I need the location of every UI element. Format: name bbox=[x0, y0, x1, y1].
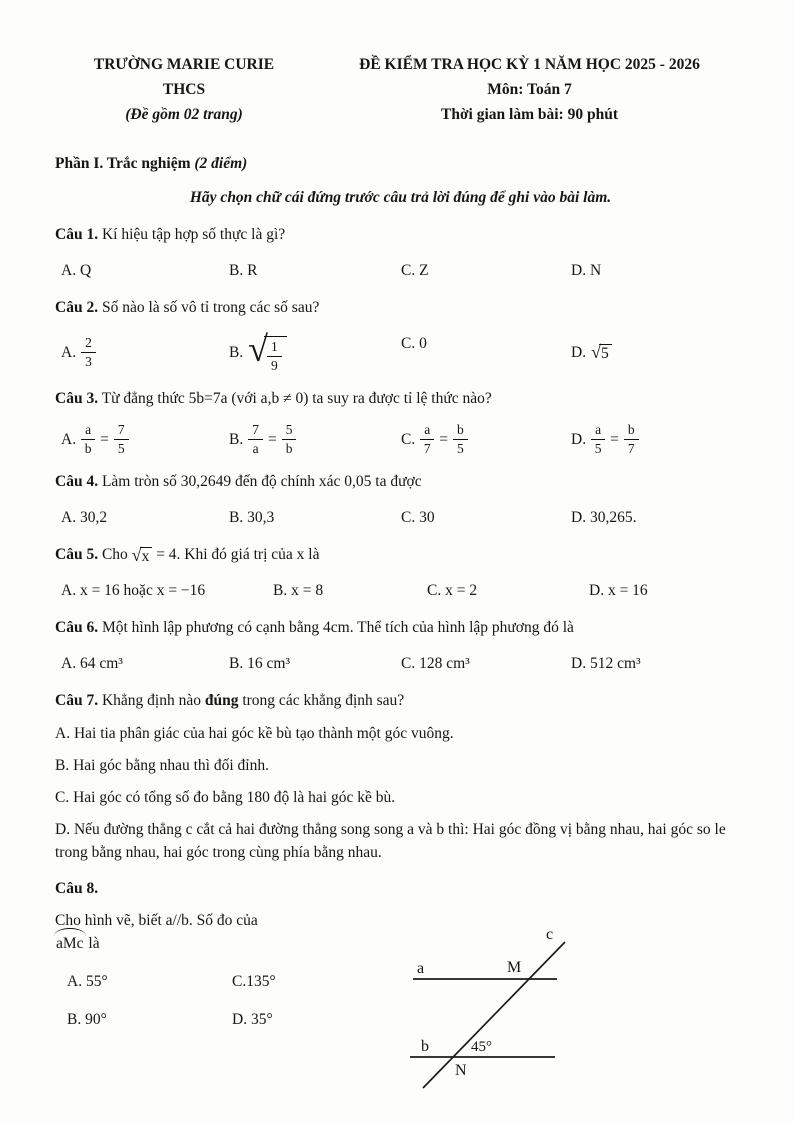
q1-option-d: D. N bbox=[571, 262, 602, 279]
question-6-prompt: Một hình lập phương có cạnh bằng 4cm. Thể tích của hình lập phương đó là bbox=[101, 619, 574, 637]
q6-option-d: D. 512 cm³ bbox=[571, 655, 641, 673]
label-a: a bbox=[417, 960, 425, 978]
question-1-prompt: Kí hiệu tập hợp số thực là gì? bbox=[101, 226, 286, 243]
part1-points: (2 điểm) bbox=[194, 155, 248, 172]
q5-option-a: A. x = 16 hoặc x = −16 bbox=[61, 582, 206, 600]
q2-option-d-letter: D. bbox=[571, 344, 587, 362]
radical-sign: √ bbox=[248, 329, 268, 369]
question-4-options bbox=[55, 506, 746, 530]
transversal-c bbox=[423, 942, 565, 1088]
q8-option-c: C.135° bbox=[232, 973, 276, 991]
question-6-options bbox=[55, 652, 746, 676]
part1-title: Phần I. Trắc nghiệm bbox=[55, 155, 191, 172]
radical-sign: √ bbox=[591, 342, 601, 363]
q8-option-b: B. 90° bbox=[67, 1011, 107, 1029]
question-6-label: Câu 6. bbox=[55, 619, 99, 637]
q1-option-c: C. Z bbox=[401, 262, 429, 279]
question-7 bbox=[55, 689, 746, 864]
question-2-label: Câu 2. bbox=[55, 299, 99, 316]
equals-sign: = bbox=[267, 431, 277, 449]
question-8-prompt-suffix: là bbox=[88, 935, 100, 953]
q2-option-d bbox=[571, 332, 746, 374]
exam-title-block bbox=[313, 52, 746, 127]
question-7-prompt-prefix: Khẳng định nào bbox=[101, 692, 201, 710]
q3-option-c-letter: C. bbox=[401, 431, 416, 449]
school-block bbox=[55, 52, 313, 127]
question-8 bbox=[55, 877, 746, 1101]
question-1-label: Câu 1. bbox=[55, 226, 99, 243]
question-7-label: Câu 7. bbox=[55, 692, 99, 710]
q2-option-a bbox=[61, 332, 229, 374]
square-root: √ x bbox=[132, 546, 153, 566]
q6-option-b: B. 16 cm³ bbox=[229, 655, 291, 673]
q3-option-d-letter: D. bbox=[571, 431, 587, 449]
equals-sign: = bbox=[610, 431, 619, 449]
equals-sign: = bbox=[439, 431, 448, 449]
q2-option-a-letter: A. bbox=[61, 344, 77, 362]
question-3-label: Câu 3. bbox=[55, 390, 99, 408]
q2-option-b-letter: B. bbox=[229, 344, 244, 362]
fraction: $\frac{a}{7}$ bbox=[420, 422, 434, 456]
geometry-figure bbox=[405, 911, 610, 1106]
question-8-options bbox=[55, 970, 397, 1032]
exam-title: ĐỀ KIỂM TRA HỌC KỲ 1 NĂM HỌC 2025 - 2026 bbox=[359, 56, 700, 73]
question-1 bbox=[55, 223, 746, 283]
school-division: THCS bbox=[162, 81, 206, 98]
q5-option-b: B. x = 8 bbox=[273, 582, 324, 600]
question-5-prompt-suffix: = 4. Khi đó giá trị của x là bbox=[156, 546, 320, 564]
q3-option-b bbox=[229, 423, 401, 457]
question-5 bbox=[55, 543, 746, 603]
equals-sign: = bbox=[100, 431, 109, 449]
q2-option-b bbox=[229, 329, 401, 374]
school-name: TRƯỜNG MARIE CURIE bbox=[93, 56, 275, 73]
q7-statement-c: C. Hai góc có tổng số đo bằng 180 độ là hai góc kề bù. bbox=[55, 789, 396, 807]
q5-option-c: C. x = 2 bbox=[427, 582, 478, 600]
q1-option-a: A. Q bbox=[61, 262, 92, 279]
q4-option-c: C. 30 bbox=[401, 509, 435, 527]
exam-header bbox=[55, 52, 746, 127]
fraction: $\frac{7}{a}$ bbox=[248, 422, 263, 456]
q7-statement-a: A. Hai tia phân giác của hai góc kề bù tạo thành một góc vuông. bbox=[55, 725, 454, 743]
q5-option-d: D. x = 16 bbox=[589, 582, 648, 600]
q6-option-a: A. 64 cm³ bbox=[61, 655, 123, 673]
label-M: M bbox=[507, 959, 522, 977]
q8-option-a: A. 55° bbox=[67, 973, 108, 991]
q3-option-d bbox=[571, 423, 746, 457]
angle-arc-notation: aMc bbox=[55, 932, 85, 955]
part1-instruction: Hãy chọn chữ cái đứng trước câu trả lời đúng để ghi vào bài làm. bbox=[189, 189, 612, 206]
question-7-prompt-bold: đúng bbox=[204, 692, 239, 710]
q2-option-c: C. 0 bbox=[401, 335, 427, 352]
exam-subject: Môn: Toán 7 bbox=[487, 81, 572, 98]
q4-option-b: B. 30,3 bbox=[229, 509, 275, 527]
fraction: $\frac{b}{7}$ bbox=[624, 422, 639, 456]
q7-statement-d: D. Nếu đường thẳng c cắt cả hai đường thẳng song song a và b thì: Hai góc đồng vị bằng nhau, hai góc so le trong bằng nhau, hai góc trong cùng phía bằng nhau. bbox=[55, 821, 726, 862]
fraction: $\frac{5}{b}$ bbox=[282, 422, 297, 456]
square-root bbox=[248, 329, 287, 374]
question-5-label: Câu 5. bbox=[55, 546, 99, 564]
radical-sign: √ bbox=[131, 544, 142, 565]
q1-option-b: B. R bbox=[229, 262, 258, 279]
label-c: c bbox=[546, 926, 554, 944]
question-3-options bbox=[55, 423, 746, 457]
question-3 bbox=[55, 387, 746, 457]
question-8-prompt-line1: Cho hình vẽ, biết a//b. Số đo của bbox=[55, 912, 258, 930]
page-count-note: (Đề gồm 02 trang) bbox=[125, 106, 243, 123]
question-2-options bbox=[55, 329, 746, 374]
q8-option-d: D. 35° bbox=[232, 1011, 273, 1029]
question-4-label: Câu 4. bbox=[55, 473, 99, 491]
question-4-prompt: Làm tròn số 30,2649 đến độ chính xác 0,05 ta được bbox=[101, 473, 422, 491]
q3-option-b-letter: B. bbox=[229, 431, 244, 449]
question-8-label: Câu 8. bbox=[55, 880, 99, 898]
fraction: $\frac{a}{b}$ bbox=[81, 422, 95, 456]
fraction: $\frac{7}{5}$ bbox=[114, 422, 129, 456]
question-2-prompt: Số nào là số vô tỉ trong các số sau? bbox=[101, 299, 320, 316]
fraction: $\frac{a}{5}$ bbox=[591, 422, 605, 456]
question-4 bbox=[55, 470, 746, 530]
q3-option-a bbox=[61, 423, 229, 457]
square-root: √ 5 bbox=[591, 343, 612, 363]
q4-option-a: A. 30,2 bbox=[61, 509, 108, 527]
question-3-prompt: Từ đẳng thức 5b=7a (với a,b ≠ 0) ta suy ra được tỉ lệ thức nào? bbox=[101, 390, 492, 408]
fraction: $\frac{2}{3}$ bbox=[81, 335, 96, 369]
label-N: N bbox=[455, 1062, 467, 1080]
question-5-options bbox=[55, 579, 746, 603]
question-6 bbox=[55, 616, 746, 676]
q7-statement-b: B. Hai góc bằng nhau thì đối đỉnh. bbox=[55, 757, 269, 775]
q3-option-a-letter: A. bbox=[61, 431, 77, 449]
question-8-text bbox=[55, 909, 400, 1032]
q3-option-c bbox=[401, 423, 571, 457]
fraction: $\frac{b}{5}$ bbox=[453, 422, 468, 456]
q4-option-d: D. 30,265. bbox=[571, 509, 637, 527]
question-5-prompt-prefix: Cho bbox=[101, 546, 128, 564]
question-1-options bbox=[55, 259, 746, 283]
label-b: b bbox=[421, 1038, 429, 1056]
exam-duration: Thời gian làm bài: 90 phút bbox=[441, 106, 618, 123]
question-2 bbox=[55, 296, 746, 374]
angle-45-label: 45° bbox=[471, 1039, 492, 1056]
question-7-prompt-suffix: trong các khẳng định sau? bbox=[242, 692, 405, 710]
question-8-body bbox=[55, 909, 746, 1101]
part1-heading bbox=[55, 152, 746, 176]
fraction: $\frac{1}{9}$ bbox=[267, 339, 282, 373]
q6-option-c: C. 128 cm³ bbox=[401, 655, 470, 673]
